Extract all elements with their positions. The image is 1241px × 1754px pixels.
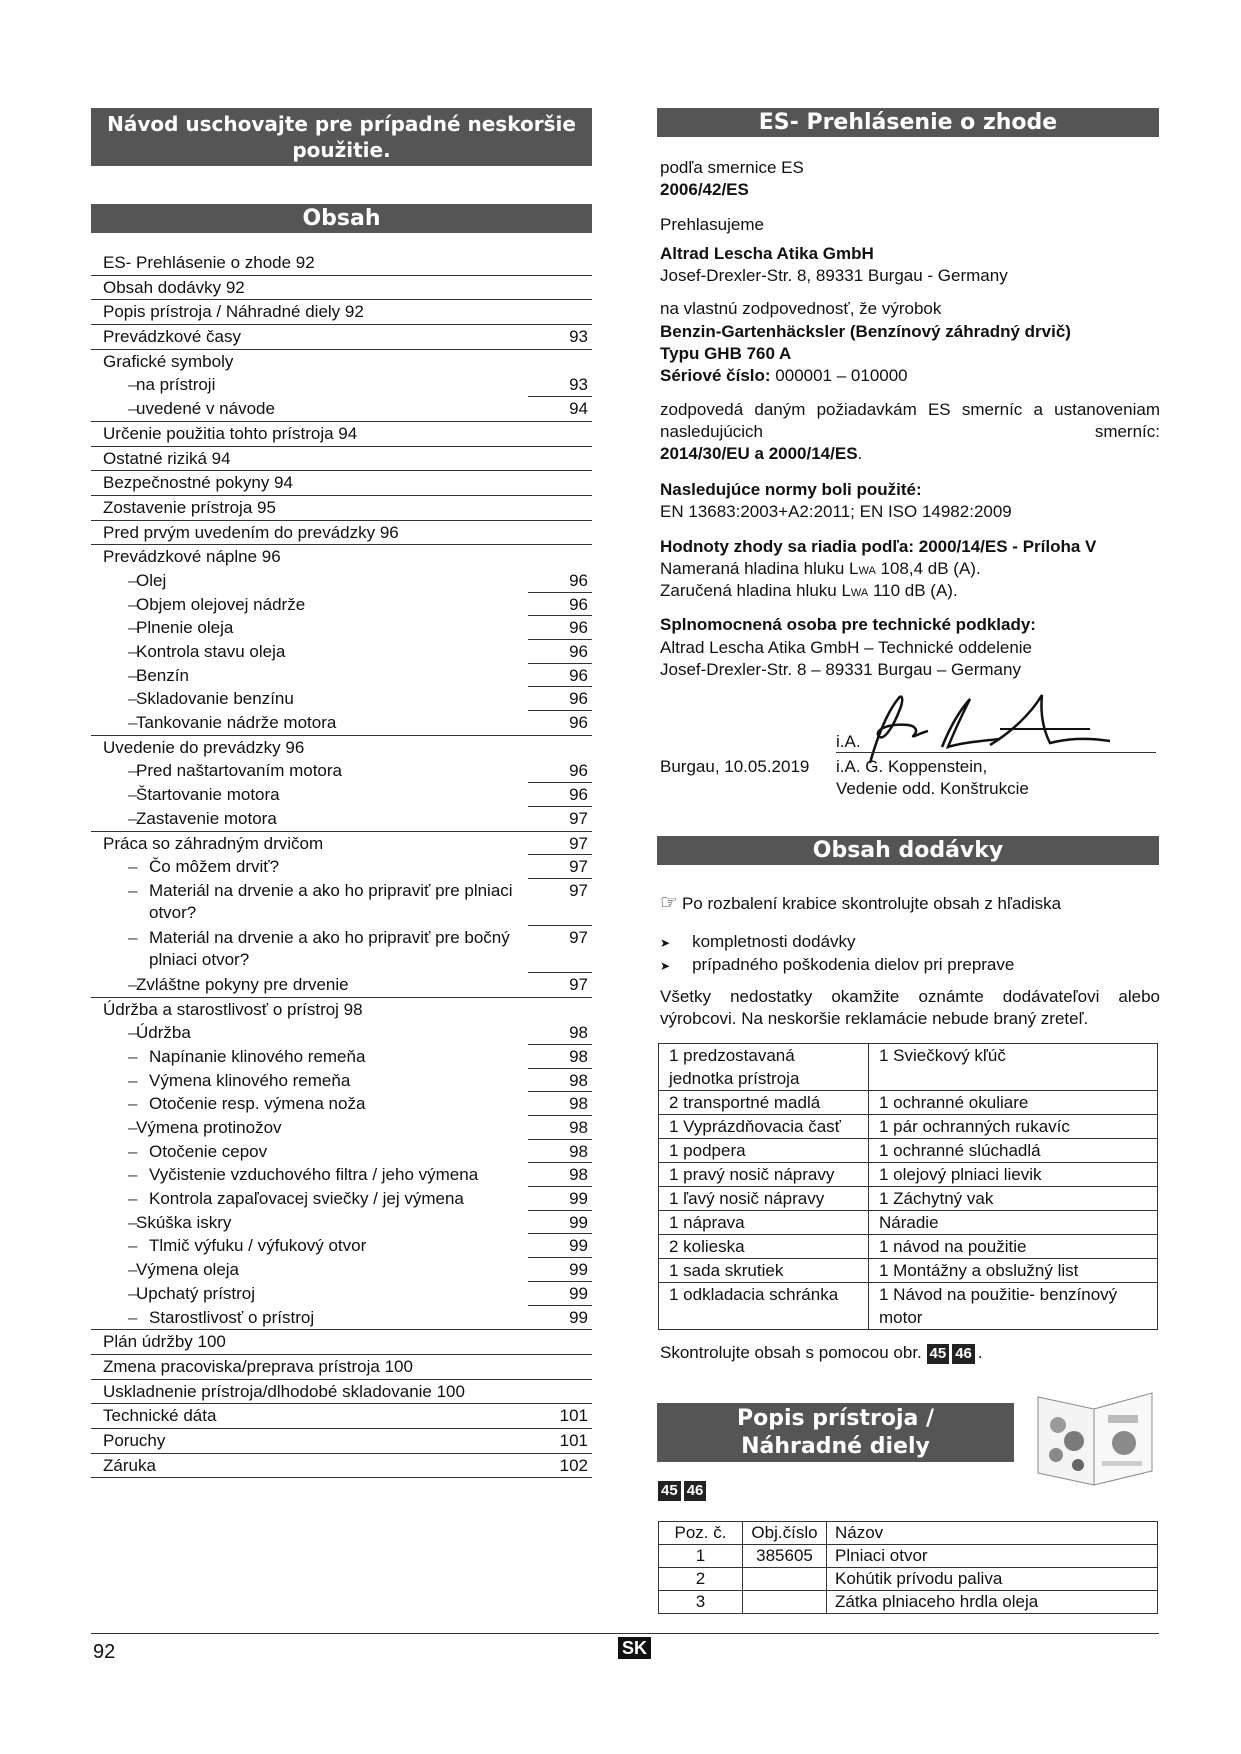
table-cell: 2 kolieska <box>659 1235 869 1259</box>
scope-note: Všetky nedostatky okamžite oznámte dodávateľovi alebo výrobcovi. Na neskoršie reklamácie nebude braný zreteľ. <box>660 987 1160 1028</box>
toc-entry-page: 98 <box>569 1141 588 1161</box>
toc-entry-label: Popis prístroja / Náhradné diely 92 <box>103 302 364 322</box>
serial-label: Sériové číslo: <box>660 366 771 385</box>
toc-entry-page: 99 <box>569 1236 588 1256</box>
toc-entry-label: Záruka <box>103 1455 156 1475</box>
table-cell: Zátka plniaceho hrdla oleja <box>827 1591 1158 1614</box>
table-cell: 1 ochranné slúchadlá <box>869 1139 1158 1163</box>
table-header-cell: Poz. č. <box>659 1522 743 1545</box>
toc-entry-page: 101 <box>559 1406 588 1426</box>
toc-entry-page: 97 <box>569 974 588 994</box>
toc-entry-page: 98 <box>569 1165 588 1185</box>
toc-dash: – <box>128 761 138 781</box>
scope-table <box>658 1043 1158 1330</box>
toc-entry-label: Plán údržby 100 <box>103 1332 226 1352</box>
toc-entry-label: Materiál na drvenie a ako ho pripraviť pre plniaci otvor? <box>149 880 513 922</box>
toc-entry <box>91 1454 592 1479</box>
toc-entry-label: Skladovanie benzínu <box>136 689 294 709</box>
toc-dash: – <box>128 1046 138 1066</box>
toc-entry-label: Olej <box>136 570 167 590</box>
toc-entry-label: Otočenie resp. výmena noža <box>149 1094 366 1114</box>
declaration-heading <box>657 108 1159 137</box>
toc-entry-label: ES- Prehlásenie o zhode 92 <box>103 253 315 272</box>
toc-dash: – <box>128 1283 138 1303</box>
declaration-heading-text: ES- Prehlásenie o zhode <box>758 110 1058 135</box>
toc-dash: – <box>128 1165 138 1185</box>
table-of-contents <box>91 251 592 1478</box>
toc-entry-label: Výmena protinožov <box>136 1118 282 1137</box>
arrow-bullet-icon: ➤ <box>660 959 671 973</box>
parts-heading-line2: Náhradné diely <box>741 1434 930 1459</box>
toc-entry <box>91 1045 592 1069</box>
toc-entry <box>91 855 592 879</box>
table-cell: 1 pravý nosič nápravy <box>659 1163 869 1187</box>
toc-entry <box>91 687 592 711</box>
toc-entry <box>91 879 592 926</box>
table-cell: 1 predzostavaná jednotka prístroja <box>659 1044 869 1091</box>
toc-entry <box>91 496 592 521</box>
toc-entry-page: 97 <box>569 808 588 828</box>
scope-bullet-1 <box>660 931 856 954</box>
toc-dash: – <box>128 1260 138 1280</box>
complies-text: zodpovedá daným požiadavkám ES smerníc a ustanoveniam nasledujúcich smerníc: <box>660 400 1160 441</box>
parts-heading <box>657 1403 1014 1462</box>
table-cell: Kohútik prívodu paliva <box>827 1568 1158 1591</box>
table-row <box>659 1115 1158 1139</box>
toc-entry-label: Technické dáta <box>103 1406 217 1426</box>
figure-badge-45: 45 <box>927 1344 950 1364</box>
toc-entry-label: Skúška iskry <box>136 1212 232 1232</box>
toc-entry-page: 96 <box>569 570 588 590</box>
table-cell: 1 Záchytný vak <box>869 1187 1158 1211</box>
scope-bullet-1-text: kompletnosti dodávky <box>692 932 856 951</box>
toc-entry-label: Výmena oleja <box>136 1260 240 1280</box>
toc-entry <box>91 998 592 1022</box>
pointing-hand-icon: ☞ <box>660 892 678 914</box>
toc-entry-page: 98 <box>569 1094 588 1114</box>
scope-heading <box>657 836 1159 865</box>
toc-entry <box>91 1187 592 1211</box>
toc-entry-page: 97 <box>569 927 588 947</box>
toc-dash: – <box>128 618 138 638</box>
toc-entry-label: Materiál na drvenie a ako ho pripraviť pre bočný plniaci otvor? <box>149 927 510 969</box>
table-row <box>659 1187 1158 1211</box>
toc-entry-label: Uvedenie do prevádzky 96 <box>103 737 305 757</box>
signature-image <box>830 685 1150 765</box>
toc-entry-label: Plnenie oleja <box>136 618 234 638</box>
toc-entry <box>91 1092 592 1116</box>
table-row <box>659 1259 1158 1283</box>
toc-entry <box>91 711 592 736</box>
toc-entry-page: 96 <box>569 642 588 661</box>
parts-heading-line1: Popis prístroja / <box>736 1406 935 1431</box>
toc-entry-label: Určenie použitia tohto prístroja 94 <box>103 423 358 443</box>
toc-entry-label: Tlmič výfuku / výfukový otvor <box>149 1236 367 1256</box>
toc-entry-page: 93 <box>569 375 588 395</box>
toc-entry-page: 96 <box>569 665 588 685</box>
table-row <box>659 1235 1158 1259</box>
table-row <box>659 1568 1158 1591</box>
norms-title: Nasledujúce normy boli použité: <box>660 480 922 499</box>
complies-line1 <box>660 399 1160 443</box>
toc-entry-label: Benzín <box>136 665 189 685</box>
measured-noise-value: 108,4 dB (A). <box>875 559 981 578</box>
toc-entry-label: Starostlivosť o prístroj <box>149 1307 315 1327</box>
toc-heading <box>91 204 592 233</box>
toc-entry-label: Poruchy <box>103 1430 166 1450</box>
toc-dash: – <box>128 1141 138 1161</box>
measured-noise-label: Nameraná hladina hluku L <box>660 559 859 578</box>
toc-entry-page: 98 <box>569 1070 588 1090</box>
toc-dash: – <box>128 1023 138 1043</box>
toc-entry <box>91 807 592 832</box>
toc-entry <box>91 300 592 325</box>
check-content-text: Skontrolujte obsah s pomocou obr. <box>660 1343 922 1362</box>
table-header-cell: Názov <box>827 1522 1158 1545</box>
toc-entry <box>91 1163 592 1187</box>
toc-heading-text: Obsah <box>302 206 381 231</box>
toc-entry <box>91 397 592 422</box>
toc-dash: – <box>128 880 138 900</box>
toc-entry-label: Ostatné riziká 94 <box>103 448 231 468</box>
toc-entry-page: 97 <box>569 833 588 853</box>
toc-entry-label: Napínanie klinového remeňa <box>149 1046 366 1066</box>
toc-dash: – <box>128 857 138 877</box>
toc-entry <box>91 521 592 546</box>
toc-entry <box>91 1140 592 1164</box>
responsibility-text: na vlastnú zodpovednosť, že výrobok <box>660 299 942 318</box>
footer-rule <box>91 1633 1159 1634</box>
toc-entry-label: Tankovanie nádrže motora <box>136 713 337 733</box>
toc-entry <box>91 350 592 374</box>
signature-ia: i.A. <box>836 732 861 751</box>
toc-entry-label: Upchatý prístroj <box>136 1283 256 1303</box>
toc-entry-page: 94 <box>569 399 588 419</box>
toc-entry <box>91 664 592 688</box>
table-cell: 1 odkladacia schránka <box>659 1283 869 1330</box>
directive-intro: podľa smernice ES <box>660 158 804 177</box>
toc-entry-page: 98 <box>569 1046 588 1066</box>
toc-entry-label: Pred prvým uvedením do prevádzky 96 <box>103 522 399 542</box>
table-row <box>659 1211 1158 1235</box>
toc-entry <box>91 422 592 447</box>
product-name: Benzin-Gartenhäcksler (Benzínový záhradný drvič) <box>660 322 1071 341</box>
scope-intro <box>660 892 1061 915</box>
authorized-title: Splnomocnená osoba pre technické podklady: <box>660 615 1036 634</box>
toc-dash: – <box>128 808 138 828</box>
toc-entry-page: 96 <box>569 618 588 638</box>
toc-entry-label: Obsah dodávky 92 <box>103 277 245 297</box>
toc-entry-page: 99 <box>569 1189 588 1209</box>
table-cell: Plniaci otvor <box>827 1545 1158 1568</box>
arrow-bullet-icon: ➤ <box>660 936 671 950</box>
toc-entry-label: Bezpečnostné pokyny 94 <box>103 473 293 493</box>
toc-entry <box>91 1116 592 1140</box>
toc-entry <box>91 1330 592 1355</box>
table-cell: 1 Vyprázdňovacia časť <box>659 1115 869 1139</box>
toc-entry-label: Vyčistenie vzduchového filtra / jeho výmena <box>149 1165 479 1185</box>
figure-badge-46: 46 <box>684 1481 707 1501</box>
toc-entry <box>91 1429 592 1454</box>
parts-figure-badges <box>658 1481 709 1501</box>
product-type: Typu GHB 760 A <box>660 344 792 363</box>
toc-entry <box>91 926 592 973</box>
toc-entry <box>91 1404 592 1429</box>
toc-entry-page: 102 <box>559 1455 588 1475</box>
signature-line <box>836 752 1156 753</box>
toc-dash: – <box>128 375 138 395</box>
toc-entry <box>91 447 592 472</box>
authorized-line2: Josef-Drexler-Str. 8 – 89331 Burgau – Germany <box>660 660 1021 679</box>
serial-number <box>660 365 908 387</box>
toc-dash: – <box>128 570 138 590</box>
guaranteed-noise <box>660 580 958 604</box>
toc-dash: – <box>128 1189 138 1209</box>
toc-dash: – <box>128 1236 138 1256</box>
keep-manual-banner <box>91 108 592 166</box>
toc-entry-label: na prístroji <box>136 375 216 395</box>
toc-entry <box>91 251 592 276</box>
toc-dash: – <box>128 689 138 709</box>
table-cell: 1 <box>659 1545 743 1568</box>
table-cell: 1 náprava <box>659 1211 869 1235</box>
toc-entry-label: Otočenie cepov <box>149 1141 268 1161</box>
toc-entry-page: 96 <box>569 761 588 781</box>
norms-list: EN 13683:2003+A2:2011; EN ISO 14982:2009 <box>660 502 1012 521</box>
table-cell: Náradie <box>869 1211 1158 1235</box>
toc-entry-page: 97 <box>569 880 588 900</box>
toc-dash: – <box>128 974 138 994</box>
toc-dash: – <box>128 1094 138 1114</box>
toc-dash: – <box>128 785 138 805</box>
toc-dash: – <box>128 1070 138 1090</box>
toc-entry-page: 96 <box>569 689 588 709</box>
directives-list: 2014/30/EU a 2000/14/ES <box>660 444 858 463</box>
authorized-line1: Altrad Lescha Atika GmbH – Technické oddelenie <box>660 638 1033 657</box>
signer-name: i.A. G. Koppenstein, <box>836 757 988 776</box>
table-cell <box>743 1568 827 1591</box>
check-content <box>660 1342 983 1364</box>
manual-booklet-image <box>1030 1385 1160 1490</box>
toc-entry <box>91 325 592 350</box>
measured-noise-sub: WA <box>858 565 876 577</box>
scope-intro-text: Po rozbalení krabice skontrolujte obsah z hľadiska <box>681 894 1062 913</box>
table-cell: 1 podpera <box>659 1139 869 1163</box>
toc-dash: – <box>128 399 138 419</box>
toc-entry-page: 96 <box>569 713 588 733</box>
table-row <box>659 1044 1158 1091</box>
toc-entry-page: 98 <box>569 1118 588 1137</box>
toc-entry-page: 101 <box>559 1430 588 1450</box>
toc-entry-page: 99 <box>569 1283 588 1303</box>
table-row <box>659 1545 1158 1568</box>
toc-entry <box>91 471 592 496</box>
toc-entry <box>91 973 592 998</box>
toc-entry-label: Výmena klinového remeňa <box>149 1070 351 1090</box>
toc-entry <box>91 1355 592 1380</box>
toc-entry-page: 99 <box>569 1307 588 1327</box>
directives-line: 2014/30/EU a 2000/14/ES. <box>660 444 863 463</box>
toc-entry <box>91 736 592 760</box>
table-row <box>659 1283 1158 1330</box>
keep-manual-text: Návod uschovajte pre prípadné neskoršie použitie. <box>107 112 576 162</box>
toc-entry-label: Údržba a starostlivosť o prístroj 98 <box>103 999 363 1019</box>
toc-dash: – <box>128 1118 138 1137</box>
table-cell: 2 transportné madlá <box>659 1091 869 1115</box>
toc-dash: – <box>128 594 138 614</box>
toc-entry-label: Štartovanie motora <box>136 785 280 805</box>
toc-entry-label: Zvláštne pokyny pre drvenie <box>136 974 349 994</box>
toc-entry-label: Zastavenie motora <box>136 808 277 828</box>
table-header-cell: Obj.číslo <box>743 1522 827 1545</box>
toc-entry-label: Objem olejovej nádrže <box>136 594 306 614</box>
guaranteed-noise-sub: WA <box>850 587 869 599</box>
toc-entry <box>91 1306 592 1331</box>
figure-badge-45: 45 <box>658 1481 681 1501</box>
table-cell: 2 <box>659 1568 743 1591</box>
toc-entry-page: 93 <box>569 327 588 347</box>
scope-bullet-2 <box>660 954 1014 977</box>
toc-dash: – <box>128 665 138 685</box>
table-cell: 385605 <box>743 1545 827 1568</box>
language-badge: SK <box>618 1637 651 1659</box>
toc-entry <box>91 1211 592 1235</box>
table-cell: 1 Sviečkový kľúč <box>869 1044 1158 1091</box>
directive-number: 2006/42/ES <box>660 180 749 199</box>
table-cell: 1 ľavý nosič nápravy <box>659 1187 869 1211</box>
table-cell: 3 <box>659 1591 743 1614</box>
place-date: Burgau, 10.05.2019 <box>660 757 810 776</box>
toc-entry-label: Údržba <box>136 1023 191 1043</box>
signer-role: Vedenie odd. Konštrukcie <box>836 779 1029 798</box>
table-row <box>659 1139 1158 1163</box>
table-row <box>659 1163 1158 1187</box>
toc-entry-page: 98 <box>569 1023 588 1043</box>
toc-entry-label: Kontrola stavu oleja <box>136 642 286 661</box>
table-cell: 1 Montážny a obslužný list <box>869 1259 1158 1283</box>
table-cell: 1 pár ochranných rukavíc <box>869 1115 1158 1139</box>
toc-entry-label: Zostavenie prístroja 95 <box>103 497 276 517</box>
declare-text: Prehlasujeme <box>660 215 764 234</box>
toc-entry-page: 99 <box>569 1260 588 1280</box>
table-cell: 1 sada skrutiek <box>659 1259 869 1283</box>
toc-entry-page: 97 <box>569 857 588 877</box>
toc-entry <box>91 1234 592 1258</box>
toc-entry-page: 99 <box>569 1212 588 1232</box>
scope-heading-text: Obsah dodávky <box>812 838 1004 863</box>
table-cell: 1 Návod na použitie- benzínový motor <box>869 1283 1158 1330</box>
toc-entry-label: Čo môžem drviť? <box>149 857 280 877</box>
toc-entry <box>91 1282 592 1306</box>
scope-bullet-2-text: prípadného poškodenia dielov pri preprave <box>692 955 1015 974</box>
parts-table <box>658 1521 1158 1614</box>
toc-entry-label: Uskladnenie prístroja/dlhodobé skladovanie 100 <box>103 1381 465 1401</box>
company-name: Altrad Lescha Atika GmbH <box>660 244 874 263</box>
measured-noise <box>660 558 981 582</box>
serial-value: 000001 – 010000 <box>770 366 908 385</box>
toc-entry-label: Pred naštartovaním motora <box>136 761 342 781</box>
table-cell: 1 ochranné okuliare <box>869 1091 1158 1115</box>
toc-entry <box>91 1021 592 1045</box>
toc-dash: – <box>128 1212 138 1232</box>
toc-entry <box>91 616 592 640</box>
toc-entry <box>91 373 592 397</box>
toc-entry <box>91 545 592 569</box>
table-row <box>659 1591 1158 1614</box>
table-cell <box>743 1591 827 1614</box>
company-address: Josef-Drexler-Str. 8, 89331 Burgau - Germany <box>660 266 1008 285</box>
table-cell: 1 návod na použitie <box>869 1235 1158 1259</box>
toc-entry-label: Prevádzkové náplne 96 <box>103 547 281 567</box>
toc-entry <box>91 1380 592 1405</box>
table-cell: 1 olejový plniaci lievik <box>869 1163 1158 1187</box>
figure-badge-46: 46 <box>952 1344 975 1364</box>
toc-entry <box>91 1258 592 1282</box>
toc-entry <box>91 759 592 783</box>
toc-entry-label: uvedené v návode <box>136 399 275 419</box>
toc-entry-label: Prevádzkové časy <box>103 327 241 347</box>
toc-dash: – <box>128 713 138 733</box>
toc-entry-page: 96 <box>569 785 588 805</box>
guaranteed-noise-label: Zaručená hladina hluku L <box>660 581 851 600</box>
conformity-title: Hodnoty zhody sa riadia podľa: 2000/14/ES - Príloha V <box>660 537 1097 556</box>
page-number: 92 <box>93 1641 116 1663</box>
toc-dash: – <box>128 642 138 661</box>
toc-entry <box>91 276 592 301</box>
toc-entry-page: 96 <box>569 594 588 614</box>
toc-dash: – <box>128 927 138 947</box>
toc-entry <box>91 1069 592 1093</box>
toc-entry-label: Práca so záhradným drvičom <box>103 833 324 853</box>
toc-entry-label: Kontrola zapaľovacej sviečky / jej výmena <box>149 1189 464 1209</box>
toc-entry <box>91 640 592 664</box>
toc-dash: – <box>128 1307 138 1327</box>
toc-entry <box>91 569 592 593</box>
check-content-end: . <box>977 1343 983 1362</box>
toc-entry <box>91 593 592 617</box>
toc-entry <box>91 832 592 856</box>
toc-entry <box>91 783 592 807</box>
toc-entry-label: Grafické symboly <box>103 351 234 371</box>
toc-entry-label: Zmena pracoviska/preprava prístroja 100 <box>103 1356 413 1376</box>
table-row <box>659 1091 1158 1115</box>
guaranteed-noise-value: 110 dB (A). <box>868 581 958 600</box>
